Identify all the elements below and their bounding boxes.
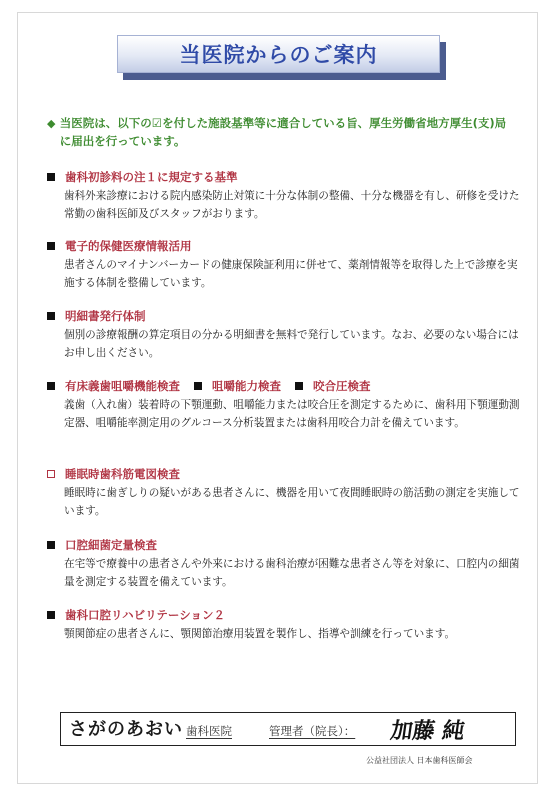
section-title-2: 咀嚼能力検査	[212, 379, 281, 393]
section-title: 口腔細菌定量検査	[65, 538, 157, 552]
checked-box-icon	[47, 242, 55, 250]
title-banner	[117, 35, 446, 76]
intro-text: 当医院は、以下の☑を付した施設基準等に適合している旨、厚生労働省地方厚生(支)局に届出を行っています。	[59, 116, 507, 148]
section-body: 顎関節症の患者さんに、顎関節治療用装置を製作し、指導や訓練を行っています。	[64, 628, 456, 640]
director-signature: 加藤 純	[388, 718, 467, 744]
section-oral-rehab	[47, 606, 519, 644]
section-sleep-emg	[47, 465, 519, 520]
section-body: 睡眠時に歯ぎしりの疑いがある患者さんに、機器を用いて夜間睡眠時の筋活動の測定を実施しています。	[64, 487, 520, 517]
section-electronic-info	[47, 237, 519, 292]
section-title: 睡眠時歯科筋電図検査	[65, 467, 180, 481]
section-title: 歯科口腔リハビリテーション２	[65, 608, 225, 622]
section-denture-tests	[47, 377, 519, 432]
section-body: 在宅等で療養中の患者さんや外来における歯科治療が困難な患者さん等を対象に、口腔内の細菌量を測定する装置を備えています。	[64, 558, 520, 588]
unchecked-box-icon	[47, 470, 55, 478]
section-title: 有床義歯咀嚼機能検査	[65, 379, 180, 393]
checked-box-icon	[47, 541, 55, 549]
checked-box-icon	[47, 173, 55, 181]
section-title: 明細書発行体制	[65, 309, 146, 323]
intro-notice	[47, 115, 517, 150]
section-body: 義歯（入れ歯）装着時の下顎運動、咀嚼能力または咬合圧を測定するために、歯科用下顎運動測定器、咀嚼能率測定用のグルコース分析装置または歯科用咬合力計を備えています。	[64, 399, 520, 429]
checked-box-icon	[295, 382, 303, 390]
section-oral-bacteria	[47, 536, 519, 591]
section-title-3: 咬合圧検査	[313, 379, 371, 393]
checked-box-icon	[47, 382, 55, 390]
section-title: 電子的保健医療情報活用	[65, 239, 192, 253]
diamond-icon: ◆	[47, 117, 56, 130]
page-title: 当医院からのご案内	[179, 43, 378, 67]
banner-face	[117, 35, 440, 73]
section-body: 個別の診療報酬の算定項目の分かる明細書を無料で発行しています。なお、必要のない場合にはお申し出ください。	[64, 329, 519, 359]
section-itemized-receipt	[47, 307, 519, 362]
clinic-name: さがのあおい	[69, 719, 183, 740]
section-first-visit	[47, 168, 519, 223]
manager-label: 管理者（院長）：	[269, 724, 356, 738]
section-body: 患者さんのマイナンバーカードの健康保険証利用に併せて、薬剤情報等を取得した上で診療を実施する体制を整備しています。	[64, 259, 518, 289]
clinic-type: 歯科医院	[186, 724, 232, 738]
publisher-credit: 公益社団法人 日本歯科医師会	[366, 756, 473, 765]
clinic-signature-box	[60, 712, 516, 746]
section-body: 歯科外来診療における院内感染防止対策に十分な体制の整備、十分な機器を有し、研修を受けた常勤の歯科医師及びスタッフがおります。	[64, 190, 520, 220]
checked-box-icon	[47, 611, 55, 619]
checked-box-icon	[194, 382, 202, 390]
section-title: 歯科初診料の注１に規定する基準	[65, 170, 238, 184]
checked-box-icon	[47, 312, 55, 320]
